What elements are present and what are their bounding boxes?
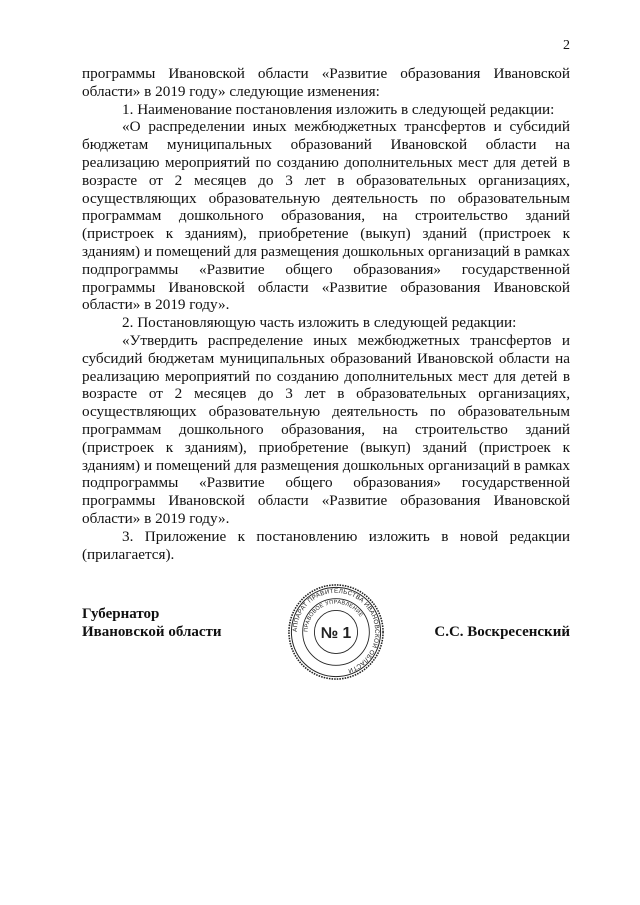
paragraph-intro: программы Ивановской области «Развитие образования Ивановской области» в 2019 году» следующие изменения:: [82, 65, 570, 100]
seal-inner-text: ПРАВОВОЕ УПРАВЛЕНИЕ: [303, 599, 364, 633]
seal-number: № 1: [320, 624, 352, 642]
paragraph-quote-1: «О распределении иных межбюджетных трансфертов и субсидий бюджетам муниципальных образований Ивановской области на реализацию мероприятий по созданию дополнительных мест для детей в возрасте от 2 месяцев до 3 лет в образовательных организациях, осуществляющих образовательную деятельность по образовательным программам дошкольного образования, на строительство зданий (пристроек к зданиям), приобретение (выкуп) зданий (пристроек к зданиям) и помещений для размещения дошкольных организаций в рамках подпрограммы «Развитие общего образования» государственной программы Ивановской области «Развитие образования Ивановской области» в 2019 году».: [82, 118, 570, 314]
seal-outer-text: АППАРАТ ПРАВИТЕЛЬСТВА ИВАНОВСКОЙ ОБЛАСТИ: [291, 587, 381, 675]
paragraph-item-1: 1. Наименование постановления изложить в следующей редакции:: [122, 100, 555, 118]
official-seal: [287, 583, 385, 681]
paragraph-item-2: 2. Постановляющую часть изложить в следующей редакции:: [122, 314, 517, 332]
signatory-title: [82, 605, 222, 641]
signatory-title-line-1: Губернатор: [82, 606, 160, 622]
signatory-name: С.С. Воскресенский: [434, 624, 570, 640]
paragraph-quote-2: «Утвердить распределение иных межбюджетных трансфертов и субсидий бюджетам муниципальных образований Ивановской области на реализацию мероприятий по созданию дополнительных мест для детей в возрасте от 2 месяцев до 3 лет в образовательных организациях, осуществляющих образовательную деятельность по образовательным программам дошкольного образования, на строительство зданий (пристроек к зданиям), приобретение (выкуп) зданий (пристроек к зданиям) и помещений для размещения дошкольных организаций в рамках подпрограммы «Развитие общего образования» государственной программы Ивановской области «Развитие образования Ивановской области» в 2019 году».: [82, 331, 570, 527]
paragraph-item-3: 3. Приложение к постановлению изложить в новой редакции (прилагается).: [82, 527, 570, 563]
document-body: [82, 65, 570, 563]
page-number: 2: [563, 38, 570, 53]
signatory-title-line-2: Ивановской области: [82, 624, 222, 640]
